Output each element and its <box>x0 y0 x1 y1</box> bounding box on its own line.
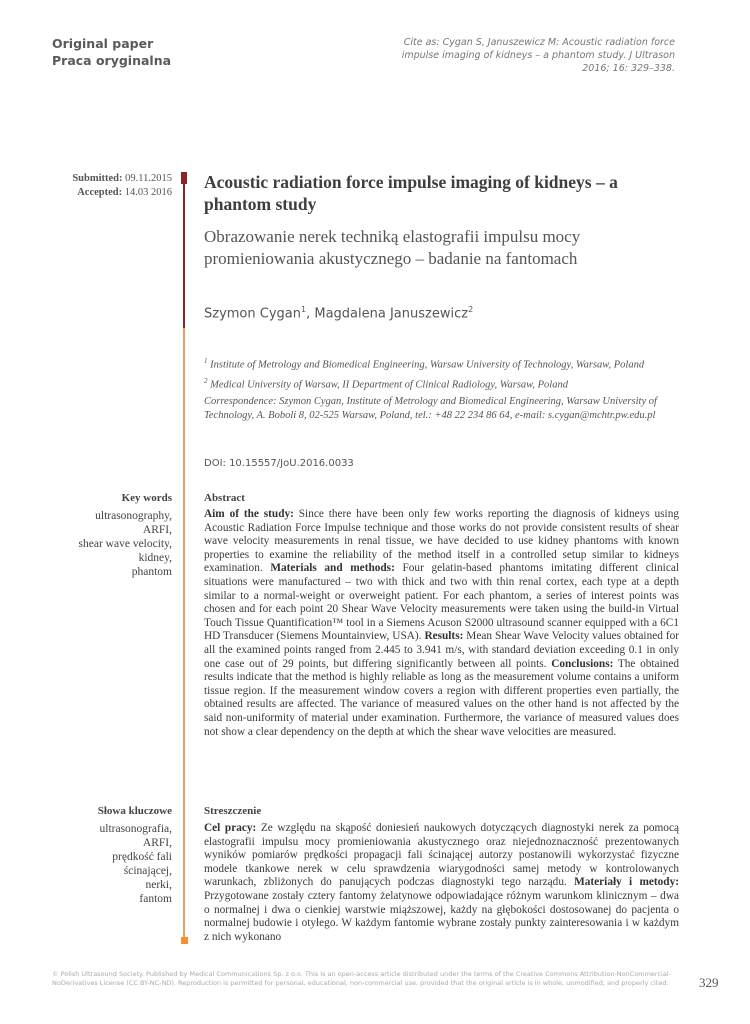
paper-type <box>52 35 171 69</box>
abstract-heading: Abstract <box>204 492 245 504</box>
streszczenie-methods-text: Przygotowane zostały cztery fantomy żelatynowe odpowiadające różnym warunkom klinicznym – dwa o normalnej i dwa o cienkiej warstwie miąższowej, każdy na głębokości dostosowanej do pacjenta o normalnej budowie i otyłego. W każdym fantomie wybrane zostały punkty zainteresowania i w każdym z nich wykonano <box>204 889 679 943</box>
keyword-pl-item: ścinającej, <box>123 865 172 877</box>
keyword-item: shear wave velocity, <box>78 538 172 550</box>
correspondence: Correspondence: Szymon Cygan, Institute of Metrology and Biomedical Engineering, Warsaw University of Technology, A. Boboli 8, 02-525 Warsaw, Poland, tel.: +48 22 234 86 64, e-mail: s.cygan@mchtr.pw.edu.pl <box>204 396 657 421</box>
accepted-date: 14.03 2016 <box>124 187 172 198</box>
affiliation-2: Medical University of Warsaw, II Department of Clinical Radiology, Warsaw, Poland <box>210 379 568 391</box>
affiliation-1-sup: 1 <box>204 357 208 365</box>
keywords-heading: Key words <box>121 492 172 504</box>
abstract-aim-label: Aim of the study: <box>204 508 294 520</box>
rule-marker-top <box>181 172 187 184</box>
keyword-pl-item: fantom <box>139 893 172 905</box>
abstract-aim-text: Since there have been only few works reporting the diagnosis of kidneys using Acoustic Radiation Force Impulse technique and those works do not provide consistent results of shear wave velocity measurements in renal tissue, we have decided to use kidney phantoms with known properties to examine the reliability of the method itself in a controlled setup similar to kidneys examination. <box>204 508 679 575</box>
streszczenie-body <box>204 822 679 944</box>
doi: DOI: 10.15557/JoU.2016.0033 <box>204 458 354 469</box>
keywords-list <box>40 509 172 579</box>
paper-type-pl: Praca oryginalna <box>52 53 172 68</box>
keywords-pl-heading: Słowa kluczowe <box>97 805 172 817</box>
keyword-pl-item: ultrasonografia, <box>99 823 172 835</box>
abstract-methods-label: Materials and methods: <box>270 562 395 575</box>
abstract-results-text: Mean Shear Wave Velocity values obtained for all the examined points ranged from 2.445 to 3.941 m/s, with standard deviation exceeding 0.1 in only one case out of 29 points, but differing significantly between all points. <box>204 630 679 670</box>
author-2-sup: 2 <box>468 305 474 314</box>
streszczenie-aim-text: Ze względu na skąpość doniesień naukowych dotyczących diagnostyki nerek za pomocą elastografii impulsu mocy promieniowania akustycznego oraz niejednoznaczność prezentowanych wyników pomiarów prędkości propagacji fali ścinającej autorzy postanowili wykorzystać fizyczne modele tkankowe nerek w celu sprawdzenia wiarygodności samej metody w kontrolowanych warunkach, zbliżonych do panujących podczas diagnostyki tego narządu. <box>204 822 679 889</box>
license-note: © Polish Ultrasound Society. Published by Medical Communications Sp. z o.o. This is an open-access article distributed under the terms of the Creative Commons Attribution-NonCommercial-NoDerivatives License (CC BY-NC-ND). Reproduction is permitted for personal, educational, non-commercial use, provided that the original article is in whole, unmodified, and properly cited. <box>52 970 671 987</box>
citation: Cite as: Cygan S, Januszewicz M: Acoustic radiation force impulse imaging of kidneys – a phantom study. J Ultrason 2016; 16: 329–338. <box>401 37 675 74</box>
title-polish: Obrazowanie nerek techniką elastografii impulsu mocy promieniowania akustycznego – badanie na fantomach <box>204 227 581 268</box>
abstract-body <box>204 508 679 739</box>
authors <box>204 305 679 321</box>
abstract-methods-text: Four gelatin-based phantoms imitating different clinical situations were manufactured – two with thick and two with thin renal cortex, each type at a depth similar to a normal-weight or overweight patient. For each phantom, a series of interest points was chosen and for each point 20 Shear Wave Velocity measurements were taken using the build-in Virtual Touch Tissue Quantification™ tool in a Siemens Acuson S2000 ultrasound scanner equipped with a 6C1 HD Transducer (Siemens Mountainview, USA). <box>204 562 679 643</box>
abstract-results-label: Results: <box>424 630 464 643</box>
keyword-item: ARFI, <box>142 524 172 536</box>
rule-marker-bottom <box>181 937 188 944</box>
author-separator: , <box>306 306 315 322</box>
submission-dates <box>40 172 172 200</box>
author-1: Szymon Cygan <box>204 306 301 322</box>
author-1-sup: 1 <box>301 305 307 314</box>
streszczenie-aim-label: Cel pracy: <box>204 822 257 834</box>
abstract-conclusions-label: Conclusions: <box>551 657 614 670</box>
abstract-conclusions-text: The obtained results indicate that the method is highly reliable as long as the measurement volume contains a uniform tissue region. If the measurement window covers a region with different properties even partially, the obtained results are affected. The variance of measured values on the other hand is not affected by the said non-uniformity of material under examination. Furthermore, the variance of measured values does not show a clear dependency on the depth at which the shear wave velocities are measured. <box>204 657 679 738</box>
keyword-item: ultrasonography, <box>95 510 172 522</box>
keyword-pl-item: nerki, <box>145 879 172 891</box>
keyword-item: kidney, <box>138 552 172 564</box>
paper-type-en: Original paper <box>52 36 154 51</box>
keyword-pl-item: prędkość fali <box>112 851 172 863</box>
streszczenie-heading: Streszczenie <box>204 805 262 817</box>
title-english: Acoustic radiation force impulse imaging of kidneys – a phantom study <box>204 172 618 214</box>
submitted-label: Submitted: <box>72 173 123 184</box>
affiliation-2-sup: 2 <box>204 377 208 385</box>
author-2: Magdalena Januszewicz <box>314 306 469 322</box>
affiliation-1: Institute of Metrology and Biomedical Engineering, Warsaw University of Technology, Warsaw, Poland <box>210 359 645 371</box>
accepted-label: Accepted: <box>77 187 123 198</box>
keyword-pl-item: ARFI, <box>142 837 172 849</box>
vertical-rule-accent <box>183 176 185 328</box>
keywords-pl-list <box>40 822 172 906</box>
keyword-item: phantom <box>131 566 172 578</box>
streszczenie-methods-label: Materiały i metody: <box>574 876 679 889</box>
affiliations <box>204 355 679 425</box>
page-number: 329 <box>699 975 719 990</box>
submitted-date: 09.11.2015 <box>125 173 172 184</box>
